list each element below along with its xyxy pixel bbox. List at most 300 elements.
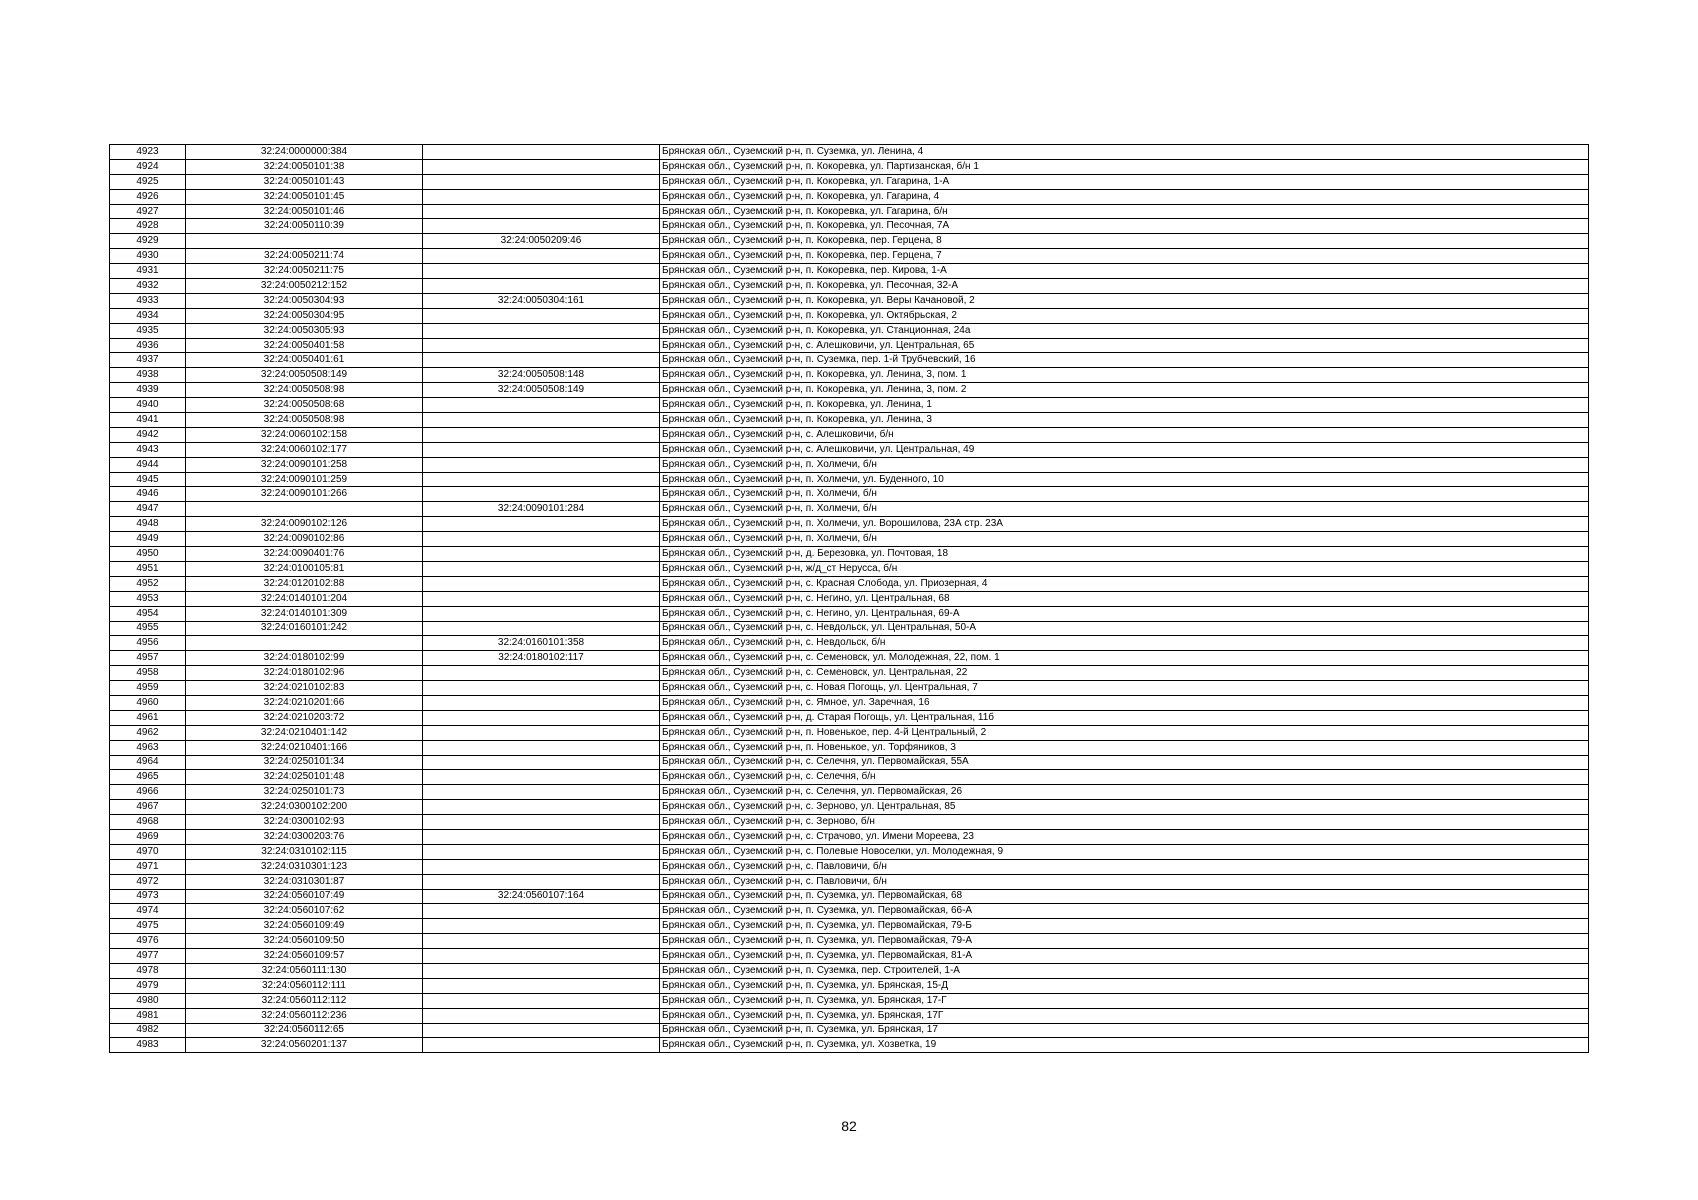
row-number-cell: 4934 — [110, 308, 186, 323]
address-cell: Брянская обл., Суземский р-н, п. Суземка, пер. Строителей, 1-А — [660, 963, 1589, 978]
table-row — [110, 710, 1589, 725]
row-number-cell: 4962 — [110, 725, 186, 740]
row-number-cell: 4930 — [110, 249, 186, 264]
address-cell: Брянская обл., Суземский р-н, п. Кокоревка, ул. Гагарина, 4 — [660, 189, 1589, 204]
row-number-cell: 4976 — [110, 934, 186, 949]
address-cell: Брянская обл., Суземский р-н, с. Алешковичи, ул. Центральная, 49 — [660, 442, 1589, 457]
address-cell: Брянская обл., Суземский р-н, п. Холмечи, б/н — [660, 457, 1589, 472]
cadastral-number-cell: 32:24:0050211:74 — [186, 249, 423, 264]
cadastral-number-cell: 32:24:0310301:87 — [186, 874, 423, 889]
address-cell: Брянская обл., Суземский р-н, п. Кокоревка, ул. Веры Качановой, 2 — [660, 293, 1589, 308]
table-row — [110, 204, 1589, 219]
row-number-cell: 4969 — [110, 829, 186, 844]
related-cadastral-number-cell: 32:24:0050508:149 — [423, 383, 660, 398]
cadastral-number-cell: 32:24:0560112:111 — [186, 978, 423, 993]
address-cell: Брянская обл., Суземский р-н, с. Селечня, б/н — [660, 770, 1589, 785]
table-row — [110, 413, 1589, 428]
row-number-cell: 4950 — [110, 547, 186, 562]
cadastral-number-cell: 32:24:0090102:86 — [186, 532, 423, 547]
page-number: 82 — [841, 1118, 857, 1134]
row-number-cell: 4971 — [110, 859, 186, 874]
address-cell: Брянская обл., Суземский р-н, п. Суземка, ул. Хозветка, 19 — [660, 1038, 1589, 1053]
row-number-cell: 4923 — [110, 145, 186, 160]
cadastral-number-cell: 32:24:0090401:76 — [186, 547, 423, 562]
cadastral-number-cell: 32:24:0000000:384 — [186, 145, 423, 160]
row-number-cell: 4966 — [110, 785, 186, 800]
table-row — [110, 800, 1589, 815]
row-number-cell: 4958 — [110, 666, 186, 681]
related-cadastral-number-cell — [423, 413, 660, 428]
row-number-cell: 4963 — [110, 740, 186, 755]
related-cadastral-number-cell — [423, 666, 660, 681]
cadastral-number-cell: 32:24:0140101:204 — [186, 591, 423, 606]
related-cadastral-number-cell — [423, 904, 660, 919]
related-cadastral-number-cell — [423, 517, 660, 532]
table-row — [110, 829, 1589, 844]
table-row — [110, 695, 1589, 710]
table-row — [110, 904, 1589, 919]
related-cadastral-number-cell — [423, 963, 660, 978]
related-cadastral-number-cell — [423, 934, 660, 949]
row-number-cell: 4973 — [110, 889, 186, 904]
row-number-cell: 4938 — [110, 368, 186, 383]
related-cadastral-number-cell — [423, 919, 660, 934]
table-row — [110, 770, 1589, 785]
related-cadastral-number-cell — [423, 264, 660, 279]
related-cadastral-number-cell: 32:24:0090101:284 — [423, 502, 660, 517]
cadastral-number-cell: 32:24:0210102:83 — [186, 681, 423, 696]
table-row — [110, 874, 1589, 889]
address-cell: Брянская обл., Суземский р-н, с. Негино, ул. Центральная, 69-А — [660, 606, 1589, 621]
table-row — [110, 338, 1589, 353]
related-cadastral-number-cell — [423, 829, 660, 844]
related-cadastral-number-cell — [423, 993, 660, 1008]
address-cell: Брянская обл., Суземский р-н, п. Суземка, ул. Брянская, 15-Д — [660, 978, 1589, 993]
table-row — [110, 532, 1589, 547]
table-row — [110, 949, 1589, 964]
cadastral-number-cell: 32:24:0050508:98 — [186, 383, 423, 398]
cadastral-number-cell: 32:24:0560112:112 — [186, 993, 423, 1008]
row-number-cell: 4949 — [110, 532, 186, 547]
row-number-cell: 4974 — [110, 904, 186, 919]
related-cadastral-number-cell — [423, 710, 660, 725]
row-number-cell: 4982 — [110, 1023, 186, 1038]
cadastral-number-cell: 32:24:0090101:266 — [186, 487, 423, 502]
row-number-cell: 4944 — [110, 457, 186, 472]
address-cell: Брянская обл., Суземский р-н, п. Кокоревка, ул. Гагарина, б/н — [660, 204, 1589, 219]
row-number-cell: 4946 — [110, 487, 186, 502]
address-cell: Брянская обл., Суземский р-н, с. Павловичи, б/н — [660, 859, 1589, 874]
table-row — [110, 815, 1589, 830]
table-row — [110, 755, 1589, 770]
address-cell: Брянская обл., Суземский р-н, п. Кокоревка, пер. Герцена, 8 — [660, 234, 1589, 249]
related-cadastral-number-cell — [423, 532, 660, 547]
cadastral-number-cell: 32:24:0050101:38 — [186, 159, 423, 174]
table-row — [110, 323, 1589, 338]
related-cadastral-number-cell — [423, 859, 660, 874]
related-cadastral-number-cell — [423, 949, 660, 964]
related-cadastral-number-cell: 32:24:0560107:164 — [423, 889, 660, 904]
row-number-cell: 4981 — [110, 1008, 186, 1023]
row-number-cell: 4964 — [110, 755, 186, 770]
row-number-cell: 4945 — [110, 472, 186, 487]
address-cell: Брянская обл., Суземский р-н, п. Кокоревка, ул. Ленина, 3 — [660, 413, 1589, 428]
related-cadastral-number-cell — [423, 145, 660, 160]
table-row — [110, 398, 1589, 413]
related-cadastral-number-cell — [423, 815, 660, 830]
table-row — [110, 264, 1589, 279]
row-number-cell: 4927 — [110, 204, 186, 219]
address-cell: Брянская обл., Суземский р-н, п. Кокоревка, ул. Ленина, 1 — [660, 398, 1589, 413]
table-row — [110, 353, 1589, 368]
row-number-cell: 4965 — [110, 770, 186, 785]
table-row — [110, 963, 1589, 978]
cadastral-number-cell: 32:24:0560109:57 — [186, 949, 423, 964]
cadastral-number-cell: 32:24:0560201:137 — [186, 1038, 423, 1053]
cadastral-number-cell: 32:24:0250101:34 — [186, 755, 423, 770]
related-cadastral-number-cell — [423, 695, 660, 710]
cadastral-number-cell: 32:24:0560112:65 — [186, 1023, 423, 1038]
table-row — [110, 293, 1589, 308]
address-cell: Брянская обл., Суземский р-н, п. Суземка, ул. Первомайская, 66-А — [660, 904, 1589, 919]
address-cell: Брянская обл., Суземский р-н, п. Новенькое, пер. 4-й Центральный, 2 — [660, 725, 1589, 740]
row-number-cell: 4978 — [110, 963, 186, 978]
related-cadastral-number-cell — [423, 174, 660, 189]
related-cadastral-number-cell: 32:24:0050209:46 — [423, 234, 660, 249]
address-cell: Брянская обл., Суземский р-н, с. Невдольск, б/н — [660, 636, 1589, 651]
cadastral-number-cell: 32:24:0050212:152 — [186, 279, 423, 294]
address-cell: Брянская обл., Суземский р-н, п. Суземка, ул. Первомайская, 68 — [660, 889, 1589, 904]
address-cell: Брянская обл., Суземский р-н, п. Кокоревка, ул. Гагарина, 1-А — [660, 174, 1589, 189]
cadastral-number-cell: 32:24:0050304:93 — [186, 293, 423, 308]
related-cadastral-number-cell — [423, 1008, 660, 1023]
row-number-cell: 4957 — [110, 651, 186, 666]
cadastral-number-cell — [186, 234, 423, 249]
address-cell: Брянская обл., Суземский р-н, п. Кокоревка, ул. Станционная, 24а — [660, 323, 1589, 338]
address-cell: Брянская обл., Суземский р-н, п. Кокоревка, ул. Песочная, 32-А — [660, 279, 1589, 294]
address-cell: Брянская обл., Суземский р-н, с. Полевые Новоселки, ул. Молодежная, 9 — [660, 844, 1589, 859]
cadastral-number-cell: 32:24:0050101:46 — [186, 204, 423, 219]
address-cell: Брянская обл., Суземский р-н, п. Суземка, ул. Первомайская, 79-Б — [660, 919, 1589, 934]
address-cell: Брянская обл., Суземский р-н, п. Суземка, ул. Ленина, 4 — [660, 145, 1589, 160]
row-number-cell: 4939 — [110, 383, 186, 398]
cadastral-number-cell — [186, 502, 423, 517]
row-number-cell: 4967 — [110, 800, 186, 815]
row-number-cell: 4968 — [110, 815, 186, 830]
related-cadastral-number-cell — [423, 770, 660, 785]
address-cell: Брянская обл., Суземский р-н, п. Холмечи, ул. Ворошилова, 23А стр. 23А — [660, 517, 1589, 532]
cadastral-number-cell: 32:24:0180102:99 — [186, 651, 423, 666]
cadastral-number-cell: 32:24:0050401:58 — [186, 338, 423, 353]
cadastral-number-cell: 32:24:0310102:115 — [186, 844, 423, 859]
table-row — [110, 561, 1589, 576]
table-row — [110, 442, 1589, 457]
table-row — [110, 576, 1589, 591]
related-cadastral-number-cell — [423, 457, 660, 472]
address-cell: Брянская обл., Суземский р-н, с. Страчово, ул. Имени Мореева, 23 — [660, 829, 1589, 844]
related-cadastral-number-cell — [423, 308, 660, 323]
address-cell: Брянская обл., Суземский р-н, п. Суземка, ул. Первомайская, 81-А — [660, 949, 1589, 964]
related-cadastral-number-cell — [423, 681, 660, 696]
table-row — [110, 457, 1589, 472]
row-number-cell: 4952 — [110, 576, 186, 591]
related-cadastral-number-cell — [423, 487, 660, 502]
address-cell: Брянская обл., Суземский р-н, п. Суземка, ул. Брянская, 17-Г — [660, 993, 1589, 1008]
related-cadastral-number-cell — [423, 189, 660, 204]
related-cadastral-number-cell: 32:24:0050304:161 — [423, 293, 660, 308]
cadastral-number-cell — [186, 636, 423, 651]
address-cell: Брянская обл., Суземский р-н, ж/д_ст Нерусса, б/н — [660, 561, 1589, 576]
address-cell: Брянская обл., Суземский р-н, п. Холмечи, ул. Буденного, 10 — [660, 472, 1589, 487]
address-cell: Брянская обл., Суземский р-н, с. Зерново, б/н — [660, 815, 1589, 830]
row-number-cell: 4983 — [110, 1038, 186, 1053]
related-cadastral-number-cell — [423, 427, 660, 442]
table-row — [110, 844, 1589, 859]
row-number-cell: 4943 — [110, 442, 186, 457]
related-cadastral-number-cell — [423, 219, 660, 234]
row-number-cell: 4970 — [110, 844, 186, 859]
table-row — [110, 219, 1589, 234]
address-cell: Брянская обл., Суземский р-н, п. Кокоревка, ул. Ленина, 3, пом. 2 — [660, 383, 1589, 398]
related-cadastral-number-cell — [423, 844, 660, 859]
cadastral-number-cell: 32:24:0560107:49 — [186, 889, 423, 904]
row-number-cell: 4954 — [110, 606, 186, 621]
address-cell: Брянская обл., Суземский р-н, д. Старая Погощь, ул. Центральная, 11б — [660, 710, 1589, 725]
row-number-cell: 4956 — [110, 636, 186, 651]
table-row — [110, 666, 1589, 681]
row-number-cell: 4926 — [110, 189, 186, 204]
cadastral-number-cell: 32:24:0210203:72 — [186, 710, 423, 725]
address-cell: Брянская обл., Суземский р-н, п. Суземка, ул. Брянская, 17 — [660, 1023, 1589, 1038]
row-number-cell: 4932 — [110, 279, 186, 294]
row-number-cell: 4937 — [110, 353, 186, 368]
table-row — [110, 993, 1589, 1008]
table-row — [110, 517, 1589, 532]
cadastral-number-cell: 32:24:0210201:66 — [186, 695, 423, 710]
related-cadastral-number-cell — [423, 561, 660, 576]
table-row — [110, 174, 1589, 189]
cadastral-number-cell: 32:24:0050304:95 — [186, 308, 423, 323]
address-cell: Брянская обл., Суземский р-н, п. Кокоревка, ул. Партизанская, б/н 1 — [660, 159, 1589, 174]
cadastral-number-cell: 32:24:0050508:98 — [186, 413, 423, 428]
related-cadastral-number-cell: 32:24:0050508:148 — [423, 368, 660, 383]
address-cell: Брянская обл., Суземский р-н, с. Селечня, ул. Первомайская, 26 — [660, 785, 1589, 800]
row-number-cell: 4928 — [110, 219, 186, 234]
table-row — [110, 145, 1589, 160]
cadastral-number-cell: 32:24:0560112:236 — [186, 1008, 423, 1023]
cadastral-number-cell: 32:24:0090101:259 — [186, 472, 423, 487]
related-cadastral-number-cell — [423, 800, 660, 815]
cadastral-number-cell: 32:24:0050508:149 — [186, 368, 423, 383]
cadastral-number-cell: 32:24:0050110:39 — [186, 219, 423, 234]
related-cadastral-number-cell — [423, 978, 660, 993]
cadastral-number-cell: 32:24:0060102:158 — [186, 427, 423, 442]
related-cadastral-number-cell — [423, 874, 660, 889]
related-cadastral-number-cell — [423, 1038, 660, 1053]
address-cell: Брянская обл., Суземский р-н, с. Семеновск, ул. Центральная, 22 — [660, 666, 1589, 681]
cadastral-number-cell: 32:24:0050508:68 — [186, 398, 423, 413]
table-row — [110, 249, 1589, 264]
cadastral-number-cell: 32:24:0300102:93 — [186, 815, 423, 830]
related-cadastral-number-cell — [423, 785, 660, 800]
row-number-cell: 4959 — [110, 681, 186, 696]
row-number-cell: 4924 — [110, 159, 186, 174]
table-row — [110, 1023, 1589, 1038]
cadastral-number-cell: 32:24:0300203:76 — [186, 829, 423, 844]
row-number-cell: 4961 — [110, 710, 186, 725]
address-cell: Брянская обл., Суземский р-н, п. Суземка, пер. 1-й Трубчевский, 16 — [660, 353, 1589, 368]
table-row — [110, 383, 1589, 398]
related-cadastral-number-cell — [423, 279, 660, 294]
row-number-cell: 4925 — [110, 174, 186, 189]
cadastral-number-cell: 32:24:0140101:309 — [186, 606, 423, 621]
cadastral-number-cell: 32:24:0250101:48 — [186, 770, 423, 785]
row-number-cell: 4975 — [110, 919, 186, 934]
table-row — [110, 591, 1589, 606]
row-number-cell: 4980 — [110, 993, 186, 1008]
row-number-cell: 4941 — [110, 413, 186, 428]
table-row — [110, 621, 1589, 636]
address-cell: Брянская обл., Суземский р-н, с. Алешковичи, ул. Центральная, 65 — [660, 338, 1589, 353]
row-number-cell: 4931 — [110, 264, 186, 279]
cadastral-number-cell: 32:24:0180102:96 — [186, 666, 423, 681]
address-cell: Брянская обл., Суземский р-н, с. Негино, ул. Центральная, 68 — [660, 591, 1589, 606]
cadastral-number-cell: 32:24:0090101:258 — [186, 457, 423, 472]
cadastral-number-cell: 32:24:0310301:123 — [186, 859, 423, 874]
row-number-cell: 4960 — [110, 695, 186, 710]
cadastral-number-cell: 32:24:0050101:45 — [186, 189, 423, 204]
table-row — [110, 547, 1589, 562]
cadastral-number-cell: 32:24:0050401:61 — [186, 353, 423, 368]
row-number-cell: 4936 — [110, 338, 186, 353]
table-row — [110, 606, 1589, 621]
address-cell: Брянская обл., Суземский р-н, с. Новая Погощь, ул. Центральная, 7 — [660, 681, 1589, 696]
address-cell: Брянская обл., Суземский р-н, с. Ямное, ул. Заречная, 16 — [660, 695, 1589, 710]
address-cell: Брянская обл., Суземский р-н, с. Алешковичи, б/н — [660, 427, 1589, 442]
table-row — [110, 487, 1589, 502]
cadastral-number-cell: 32:24:0050305:93 — [186, 323, 423, 338]
row-number-cell: 4979 — [110, 978, 186, 993]
table-row — [110, 725, 1589, 740]
address-cell: Брянская обл., Суземский р-н, п. Холмечи, б/н — [660, 532, 1589, 547]
related-cadastral-number-cell — [423, 159, 660, 174]
related-cadastral-number-cell — [423, 547, 660, 562]
table-row — [110, 234, 1589, 249]
row-number-cell: 4977 — [110, 949, 186, 964]
row-number-cell: 4953 — [110, 591, 186, 606]
cadastral-number-cell: 32:24:0560107:62 — [186, 904, 423, 919]
cadastral-number-cell: 32:24:0050211:75 — [186, 264, 423, 279]
row-number-cell: 4940 — [110, 398, 186, 413]
table-row — [110, 502, 1589, 517]
related-cadastral-number-cell — [423, 398, 660, 413]
cadastral-number-cell: 32:24:0100105:81 — [186, 561, 423, 576]
table-row — [110, 279, 1589, 294]
table-row — [110, 1008, 1589, 1023]
table-row — [110, 308, 1589, 323]
table-row — [110, 919, 1589, 934]
cadastral-number-cell: 32:24:0210401:142 — [186, 725, 423, 740]
related-cadastral-number-cell — [423, 249, 660, 264]
row-number-cell: 4951 — [110, 561, 186, 576]
table-row — [110, 785, 1589, 800]
related-cadastral-number-cell — [423, 1023, 660, 1038]
address-cell: Брянская обл., Суземский р-н, п. Кокоревка, пер. Герцена, 7 — [660, 249, 1589, 264]
address-cell: Брянская обл., Суземский р-н, п. Новенькое, ул. Торфяников, 3 — [660, 740, 1589, 755]
related-cadastral-number-cell — [423, 591, 660, 606]
row-number-cell: 4935 — [110, 323, 186, 338]
related-cadastral-number-cell — [423, 576, 660, 591]
cadastral-number-cell: 32:24:0060102:177 — [186, 442, 423, 457]
registry-table-body — [110, 145, 1589, 1053]
address-cell: Брянская обл., Суземский р-н, с. Семеновск, ул. Молодежная, 22, пом. 1 — [660, 651, 1589, 666]
address-cell: Брянская обл., Суземский р-н, с. Красная Слобода, ул. Приозерная, 4 — [660, 576, 1589, 591]
cadastral-number-cell: 32:24:0300102:200 — [186, 800, 423, 815]
table-row — [110, 636, 1589, 651]
cadastral-number-cell: 32:24:0090102:126 — [186, 517, 423, 532]
address-cell: Брянская обл., Суземский р-н, с. Селечня, ул. Первомайская, 55А — [660, 755, 1589, 770]
address-cell: Брянская обл., Суземский р-н, п. Суземка, ул. Брянская, 17Г — [660, 1008, 1589, 1023]
row-number-cell: 4947 — [110, 502, 186, 517]
address-cell: Брянская обл., Суземский р-н, п. Холмечи, б/н — [660, 502, 1589, 517]
related-cadastral-number-cell — [423, 442, 660, 457]
table-row — [110, 740, 1589, 755]
address-cell: Брянская обл., Суземский р-н, п. Холмечи, б/н — [660, 487, 1589, 502]
address-cell: Брянская обл., Суземский р-н, п. Кокоревка, ул. Песочная, 7А — [660, 219, 1589, 234]
related-cadastral-number-cell: 32:24:0160101:358 — [423, 636, 660, 651]
cadastral-number-cell: 32:24:0160101:242 — [186, 621, 423, 636]
related-cadastral-number-cell — [423, 204, 660, 219]
address-cell: Брянская обл., Суземский р-н, с. Невдольск, ул. Центральная, 50-А — [660, 621, 1589, 636]
cadastral-number-cell: 32:24:0210401:166 — [186, 740, 423, 755]
cadastral-number-cell: 32:24:0560109:49 — [186, 919, 423, 934]
address-cell: Брянская обл., Суземский р-н, п. Суземка, ул. Первомайская, 79-А — [660, 934, 1589, 949]
address-cell: Брянская обл., Суземский р-н, п. Кокоревка, ул. Ленина, 3, пом. 1 — [660, 368, 1589, 383]
row-number-cell: 4972 — [110, 874, 186, 889]
table-row — [110, 859, 1589, 874]
related-cadastral-number-cell — [423, 338, 660, 353]
address-cell: Брянская обл., Суземский р-н, п. Кокоревка, пер. Кирова, 1-А — [660, 264, 1589, 279]
related-cadastral-number-cell — [423, 323, 660, 338]
cadastral-number-cell: 32:24:0120102:88 — [186, 576, 423, 591]
address-cell: Брянская обл., Суземский р-н, д. Березовка, ул. Почтовая, 18 — [660, 547, 1589, 562]
table-row — [110, 427, 1589, 442]
registry-table — [109, 144, 1589, 1053]
related-cadastral-number-cell — [423, 755, 660, 770]
cadastral-number-cell: 32:24:0560111:130 — [186, 963, 423, 978]
row-number-cell: 4955 — [110, 621, 186, 636]
related-cadastral-number-cell: 32:24:0180102:117 — [423, 651, 660, 666]
related-cadastral-number-cell — [423, 472, 660, 487]
row-number-cell: 4948 — [110, 517, 186, 532]
table-row — [110, 978, 1589, 993]
table-row — [110, 159, 1589, 174]
table-row — [110, 681, 1589, 696]
row-number-cell: 4933 — [110, 293, 186, 308]
table-row — [110, 651, 1589, 666]
table-row — [110, 889, 1589, 904]
row-number-cell: 4929 — [110, 234, 186, 249]
address-cell: Брянская обл., Суземский р-н, с. Зерново, ул. Центральная, 85 — [660, 800, 1589, 815]
related-cadastral-number-cell — [423, 740, 660, 755]
cadastral-number-cell: 32:24:0050101:43 — [186, 174, 423, 189]
table-row — [110, 934, 1589, 949]
related-cadastral-number-cell — [423, 353, 660, 368]
table-row — [110, 189, 1589, 204]
related-cadastral-number-cell — [423, 606, 660, 621]
table-row — [110, 472, 1589, 487]
related-cadastral-number-cell — [423, 725, 660, 740]
